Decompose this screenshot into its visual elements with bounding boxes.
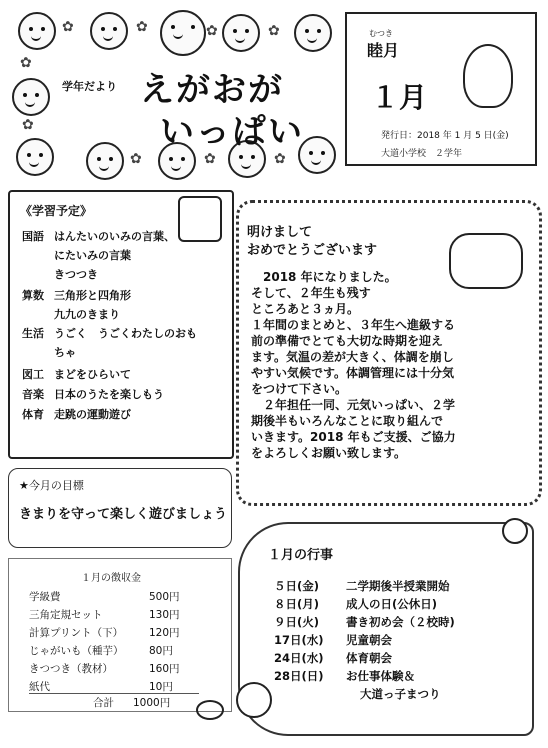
- event-date: 28日(日): [274, 669, 324, 683]
- event-date: 17日(水): [274, 633, 324, 647]
- subject-name: 算数: [22, 289, 44, 302]
- page-title-line1: えがおが: [140, 70, 284, 110]
- event-name: 体育朝会: [346, 651, 392, 665]
- children-illustration-icon: [449, 233, 523, 289]
- cow-icon: [90, 12, 128, 50]
- flower-icon: ✿: [136, 19, 148, 35]
- message-heading-2: おめでとうございます: [247, 243, 378, 258]
- month-number: １月: [371, 81, 428, 114]
- event-date: ９日(火): [274, 615, 320, 629]
- subject-content: きつつき: [54, 268, 98, 281]
- fee-total-amount: 1000円: [133, 697, 171, 709]
- subject-content: 九九のきまり: [54, 308, 120, 321]
- event-date: ５日(金): [274, 579, 320, 593]
- issue-date: 発行日：2018 年 1 月 5 日(金): [381, 131, 509, 141]
- message-heading-1: 明けまして: [247, 225, 313, 240]
- rabbit-icon: [222, 14, 260, 52]
- fee-item-name: 紙代: [29, 681, 50, 693]
- fee-item-name: 三角定規セット: [29, 609, 103, 621]
- subject-content: まどをひらいて: [54, 368, 131, 381]
- fee-item-amount: 120円: [149, 627, 180, 639]
- fee-item-amount: 160円: [149, 663, 180, 675]
- dragon-icon: [294, 14, 332, 52]
- kite-illustration-icon: [178, 196, 222, 242]
- message-line: やすい気候です。体調管理には十分気: [251, 366, 455, 380]
- flower-icon: ✿: [22, 117, 34, 133]
- new-year-message: [236, 200, 542, 506]
- tiger-icon: [160, 10, 206, 56]
- fee-item-name: 計算プリント（下）: [29, 627, 124, 639]
- flower-icon: ✿: [206, 23, 218, 39]
- event-date: ８日(月): [274, 597, 320, 611]
- events-heading: １月の行事: [268, 548, 334, 563]
- message-line: をつけて下さい。: [251, 382, 348, 396]
- event-name: 二学期後半授業開始: [346, 579, 450, 593]
- date-box: [345, 12, 537, 166]
- subject-content: 走跳の運動遊び: [54, 408, 131, 421]
- subject-content: ちゃ: [54, 346, 76, 359]
- fee-heading: １月の徴収金: [81, 573, 141, 584]
- subject-content: はんたいのいみの言葉、: [54, 230, 175, 243]
- monthly-goal: [8, 468, 232, 548]
- event-name: 成人の日(公休日): [346, 597, 438, 611]
- school-name: 大道小学校 ２学年: [381, 149, 463, 159]
- flower-icon: ✿: [130, 151, 142, 167]
- learning-schedule: [8, 190, 234, 459]
- message-line: そして、２年生も残す: [251, 286, 371, 300]
- subject-name: 国語: [22, 230, 44, 243]
- subject-content: 三角形と四角形: [54, 289, 131, 302]
- rooster-illustration-icon: [463, 44, 513, 108]
- flower-icon: ✿: [274, 151, 286, 167]
- windchime-icon: [502, 518, 528, 544]
- subject-name: 図工: [22, 368, 44, 381]
- message-line: 2018 年になりました。: [251, 270, 397, 284]
- subject-content: 日本のうたを楽しもう: [54, 388, 164, 401]
- fee-item-amount: 130円: [149, 609, 180, 621]
- fee-item-name: きつつき（教材）: [29, 663, 113, 675]
- flower-icon: ✿: [20, 55, 32, 71]
- newsletter-label: 学年だより: [62, 80, 117, 93]
- dog-illustration-icon: [236, 682, 272, 718]
- events-box: [238, 522, 534, 736]
- rooster-icon: [86, 142, 124, 180]
- fee-item-amount: 500円: [149, 591, 180, 603]
- subject-content: にたいみの言葉: [54, 249, 131, 262]
- fee-item-name: じゃがいも（種芋）: [29, 645, 124, 657]
- message-line: をよろしくお願い致します。: [251, 446, 407, 460]
- fee-total-label: 合計: [93, 697, 114, 709]
- page-title-line2: いっぱい: [160, 112, 304, 152]
- message-line: １年間のまとめと、３年生へ進級する: [251, 318, 456, 332]
- boar-icon: [12, 78, 50, 116]
- subject-name: 体育: [22, 408, 44, 421]
- subject-content: うごく うごくわたしのおも: [54, 327, 197, 340]
- subject-name: 生活: [22, 327, 44, 340]
- divider: [29, 693, 199, 694]
- goal-text: きまりを守って楽しく遊びましょう: [19, 507, 228, 522]
- event-name: 書き初め会（２校時): [346, 615, 455, 629]
- mouse-icon: [18, 12, 56, 50]
- message-line: 前の準備でとても大切な時期を迎え: [251, 334, 444, 348]
- message-line: ところあと３ヵ月。: [251, 302, 360, 316]
- dog-icon: [16, 138, 54, 176]
- subject-name: 音楽: [22, 388, 44, 401]
- fee-item-amount: 80円: [149, 645, 173, 657]
- message-line: いきます。2018 年もご支援、ご協力: [251, 430, 456, 444]
- event-name: 児童朝会: [346, 633, 392, 647]
- flower-icon: ✿: [62, 19, 74, 35]
- event-name: お仕事体験＆: [346, 669, 415, 683]
- flower-icon: ✿: [204, 151, 216, 167]
- fee-item-name: 学級費: [29, 591, 61, 603]
- spinning-top-icon: [196, 700, 224, 720]
- message-line: ２年担任一同、元気いっぱい、２学: [251, 398, 456, 412]
- fee-item-amount: 10円: [149, 681, 173, 693]
- event-name: 大道っ子まつり: [360, 687, 441, 701]
- month-furigana: むつき: [369, 29, 393, 38]
- flower-icon: ✿: [268, 23, 280, 39]
- message-line: 期後半もいろんなことに取り組んで: [251, 414, 444, 428]
- schedule-heading: 《学習予定》: [20, 204, 93, 218]
- fee-table: [8, 558, 232, 712]
- message-line: ます。気温の差が大きく、体調を崩し: [251, 350, 454, 364]
- goal-heading: ★今月の目標: [19, 479, 84, 492]
- event-date: 24日(水): [274, 651, 324, 665]
- month-kanji: 睦月: [367, 41, 400, 60]
